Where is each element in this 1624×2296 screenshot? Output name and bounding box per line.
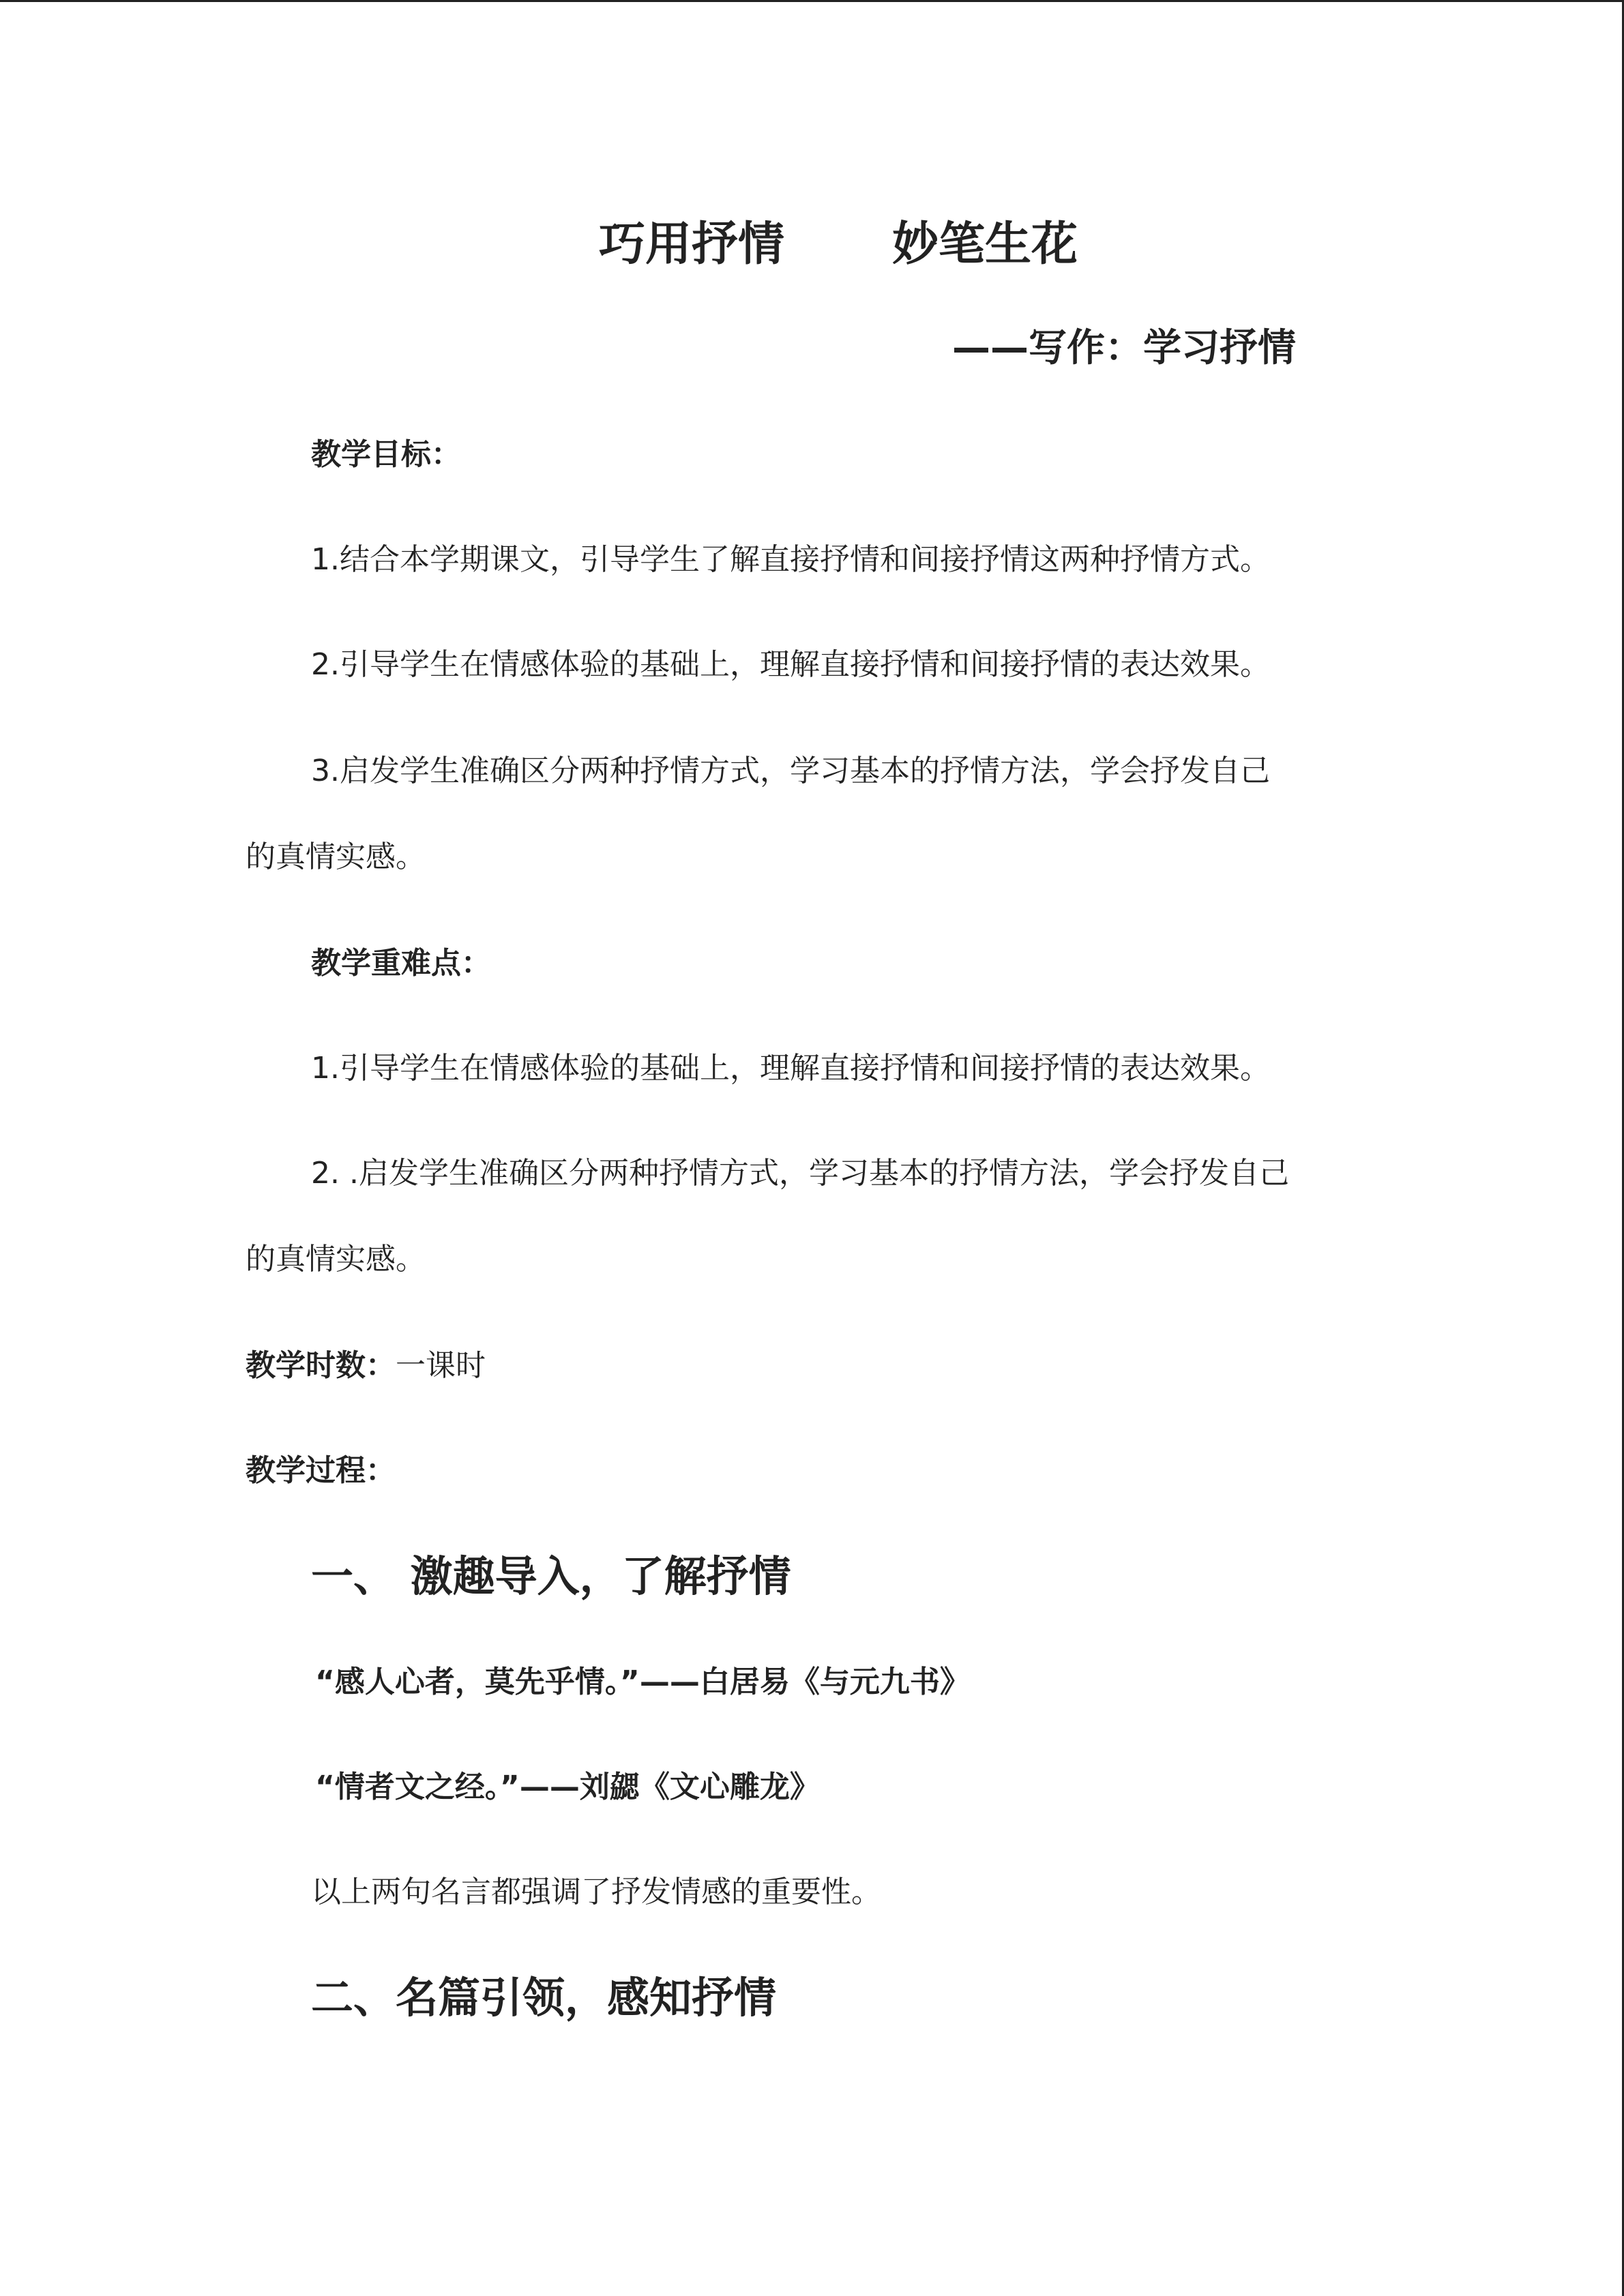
objectives-heading: 教学目标：	[311, 437, 461, 472]
section-2-title: 二、名篇引领，感知抒情	[311, 1973, 777, 2023]
title-part-1: 巧用抒情	[599, 218, 785, 271]
class-hours	[246, 1348, 486, 1383]
objective-item-2: 2.引导学生在情感体验的基础上，理解直接抒情和间接抒情的表达效果。	[311, 647, 1270, 682]
section-1-title: 一、 激趣导入，了解抒情	[311, 1551, 791, 1601]
subtitle: ——写作：学习抒情	[952, 326, 1296, 370]
class-hours-value: 一课时	[396, 1348, 486, 1383]
key-point-item-2-continued: 的真情实感。	[246, 1242, 426, 1277]
key-point-item-2: 2. .启发学生准确区分两种抒情方式，学习基本的抒情方法，学会抒发自己	[311, 1156, 1289, 1191]
process-heading: 教学过程：	[246, 1453, 396, 1488]
section-1-summary: 以上两句名言都强调了抒发情感的重要性。	[311, 1875, 881, 1909]
objective-item-1: 1.结合本学期课文，引导学生了解直接抒情和间接抒情这两种抒情方式。	[311, 542, 1270, 577]
quote-1: “感人心者，莫先乎情。”——白居易《与元九书》	[315, 1665, 970, 1699]
objective-item-3-continued: 的真情实感。	[246, 839, 426, 874]
key-points-heading: 教学重难点：	[311, 946, 491, 981]
title-part-2: 妙笔生花	[892, 218, 1078, 271]
quote-2: “情者文之经。”——刘勰《文心雕龙》	[315, 1770, 820, 1804]
objective-item-3: 3.启发学生准确区分两种抒情方式，学习基本的抒情方法，学会抒发自己	[311, 754, 1270, 788]
class-hours-label: 教学时数：	[246, 1348, 396, 1383]
key-point-item-1: 1.引导学生在情感体验的基础上，理解直接抒情和间接抒情的表达效果。	[311, 1051, 1270, 1086]
